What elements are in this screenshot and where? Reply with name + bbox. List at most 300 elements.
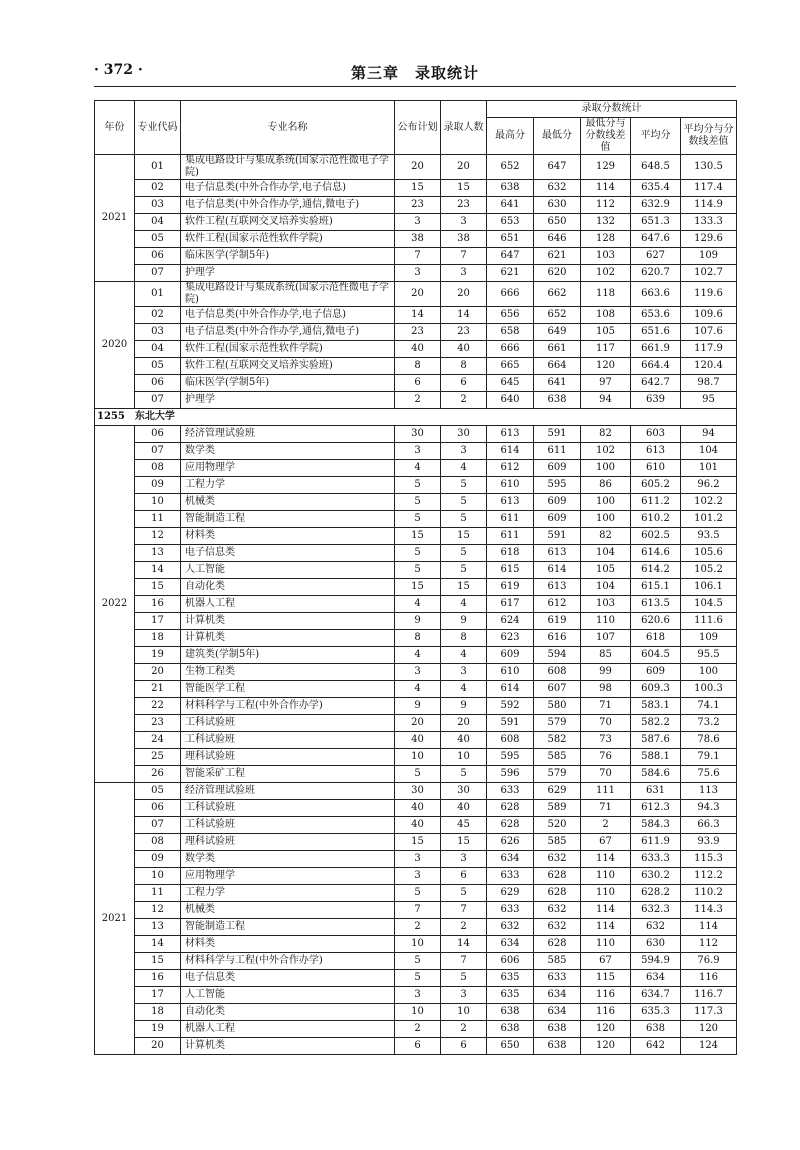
col-header-code: 专业代码 <box>135 101 181 155</box>
cell-name: 建筑类(学制5年) <box>181 647 395 664</box>
cell-min-diff: 102 <box>581 443 631 460</box>
cell-admitted: 40 <box>441 732 487 749</box>
cell-code: 06 <box>135 426 181 443</box>
cell-name: 护理学 <box>181 265 395 282</box>
cell-plan: 23 <box>395 324 441 341</box>
table-row <box>95 613 737 630</box>
cell-plan: 5 <box>395 494 441 511</box>
cell-max: 609 <box>487 647 534 664</box>
cell-min-diff: 105 <box>581 324 631 341</box>
cell-name: 数学类 <box>181 443 395 460</box>
cell-name: 数学类 <box>181 851 395 868</box>
cell-plan: 20 <box>395 282 441 307</box>
cell-code: 08 <box>135 834 181 851</box>
cell-avg: 635.4 <box>631 180 681 197</box>
cell-name: 生物工程类 <box>181 664 395 681</box>
cell-avg: 620.6 <box>631 613 681 630</box>
cell-max: 624 <box>487 613 534 630</box>
table-row <box>95 834 737 851</box>
cell-min-diff: 110 <box>581 885 631 902</box>
table-row <box>95 214 737 231</box>
cell-plan: 40 <box>395 817 441 834</box>
cell-max: 634 <box>487 851 534 868</box>
cell-min: 595 <box>534 477 581 494</box>
cell-max: 592 <box>487 698 534 715</box>
cell-max: 612 <box>487 460 534 477</box>
cell-name: 工程力学 <box>181 477 395 494</box>
cell-avg: 630.2 <box>631 868 681 885</box>
cell-name: 经济管理试验班 <box>181 426 395 443</box>
cell-plan: 5 <box>395 545 441 562</box>
cell-min-diff: 70 <box>581 766 631 783</box>
col-header-avg-diff: 平均分与分数线差值 <box>681 118 737 155</box>
table-row <box>95 987 737 1004</box>
table-row <box>95 511 737 528</box>
cell-name: 材料科学与工程(中外合作办学) <box>181 698 395 715</box>
cell-avg-diff: 109 <box>681 630 737 647</box>
cell-avg-diff: 104 <box>681 443 737 460</box>
table-row <box>95 324 737 341</box>
cell-min-diff: 114 <box>581 919 631 936</box>
table-row <box>95 231 737 248</box>
cell-code: 23 <box>135 715 181 732</box>
cell-plan: 7 <box>395 902 441 919</box>
cell-code: 04 <box>135 214 181 231</box>
cell-admitted: 8 <box>441 358 487 375</box>
table-row <box>95 265 737 282</box>
cell-max: 626 <box>487 834 534 851</box>
cell-max: 647 <box>487 248 534 265</box>
cell-max: 645 <box>487 375 534 392</box>
cell-max: 610 <box>487 477 534 494</box>
cell-max: 640 <box>487 392 534 409</box>
cell-code: 20 <box>135 1038 181 1055</box>
table-row <box>95 477 737 494</box>
col-header-min-diff: 最低分与分数线差值 <box>581 118 631 155</box>
cell-admitted: 5 <box>441 562 487 579</box>
cell-name: 电子信息类 <box>181 970 395 987</box>
table-row <box>95 800 737 817</box>
cell-max: 611 <box>487 528 534 545</box>
cell-avg: 609 <box>631 664 681 681</box>
cell-max: 611 <box>487 511 534 528</box>
cell-avg: 610.2 <box>631 511 681 528</box>
col-header-min: 最低分 <box>534 118 581 155</box>
cell-admitted: 15 <box>441 579 487 596</box>
cell-name: 应用物理学 <box>181 460 395 477</box>
cell-plan: 9 <box>395 613 441 630</box>
cell-code: 07 <box>135 443 181 460</box>
cell-code: 24 <box>135 732 181 749</box>
cell-max: 638 <box>487 1004 534 1021</box>
cell-name: 软件工程(互联网交叉培养实验班) <box>181 358 395 375</box>
table-row <box>95 1004 737 1021</box>
cell-min: 591 <box>534 426 581 443</box>
cell-min: 630 <box>534 197 581 214</box>
cell-min-diff: 71 <box>581 698 631 715</box>
cell-min-diff: 94 <box>581 392 631 409</box>
university-name: 1255 东北大学 <box>95 409 737 426</box>
cell-name: 人工智能 <box>181 562 395 579</box>
cell-avg: 663.6 <box>631 282 681 307</box>
table-row <box>95 817 737 834</box>
cell-plan: 15 <box>395 528 441 545</box>
cell-avg-diff: 129.6 <box>681 231 737 248</box>
cell-code: 14 <box>135 562 181 579</box>
cell-name: 工科试验班 <box>181 732 395 749</box>
cell-min: 632 <box>534 902 581 919</box>
cell-avg-diff: 114.3 <box>681 902 737 919</box>
cell-min: 585 <box>534 953 581 970</box>
cell-name: 理科试验班 <box>181 749 395 766</box>
cell-avg: 604.5 <box>631 647 681 664</box>
cell-admitted: 5 <box>441 494 487 511</box>
cell-name: 软件工程(国家示范性软件学院) <box>181 231 395 248</box>
cell-min: 628 <box>534 868 581 885</box>
cell-name: 应用物理学 <box>181 868 395 885</box>
cell-plan: 5 <box>395 953 441 970</box>
table-row <box>95 919 737 936</box>
cell-admitted: 7 <box>441 953 487 970</box>
cell-min: 579 <box>534 715 581 732</box>
cell-admitted: 45 <box>441 817 487 834</box>
cell-min: 632 <box>534 919 581 936</box>
cell-avg: 634 <box>631 970 681 987</box>
cell-max: 633 <box>487 783 534 800</box>
cell-avg: 611.2 <box>631 494 681 511</box>
cell-name: 机械类 <box>181 494 395 511</box>
cell-min: 662 <box>534 282 581 307</box>
cell-max: 614 <box>487 681 534 698</box>
cell-plan: 5 <box>395 766 441 783</box>
cell-min-diff: 70 <box>581 715 631 732</box>
cell-avg-diff: 117.3 <box>681 1004 737 1021</box>
col-header-max: 最高分 <box>487 118 534 155</box>
cell-admitted: 4 <box>441 647 487 664</box>
cell-code: 19 <box>135 647 181 664</box>
col-header-admitted: 录取人数 <box>441 101 487 155</box>
cell-avg-diff: 100 <box>681 664 737 681</box>
cell-admitted: 15 <box>441 180 487 197</box>
cell-avg: 603 <box>631 426 681 443</box>
cell-min-diff: 104 <box>581 545 631 562</box>
cell-code: 22 <box>135 698 181 715</box>
cell-avg: 613 <box>631 443 681 460</box>
cell-avg: 587.6 <box>631 732 681 749</box>
table-row <box>95 749 737 766</box>
cell-max: 635 <box>487 970 534 987</box>
cell-plan: 5 <box>395 970 441 987</box>
cell-code: 07 <box>135 265 181 282</box>
cell-min: 634 <box>534 1004 581 1021</box>
table-row <box>95 443 737 460</box>
cell-admitted: 7 <box>441 248 487 265</box>
table-row <box>95 460 737 477</box>
cell-code: 02 <box>135 180 181 197</box>
cell-plan: 3 <box>395 443 441 460</box>
cell-min: 632 <box>534 851 581 868</box>
cell-avg-diff: 101.2 <box>681 511 737 528</box>
cell-admitted: 14 <box>441 307 487 324</box>
cell-avg: 632 <box>631 919 681 936</box>
table-row <box>95 545 737 562</box>
cell-name: 计算机类 <box>181 1038 395 1055</box>
cell-avg: 609.3 <box>631 681 681 698</box>
cell-max: 595 <box>487 749 534 766</box>
cell-avg-diff: 117.4 <box>681 180 737 197</box>
cell-min-diff: 118 <box>581 282 631 307</box>
cell-plan: 15 <box>395 579 441 596</box>
cell-min: 585 <box>534 749 581 766</box>
cell-min-diff: 76 <box>581 749 631 766</box>
cell-max: 653 <box>487 214 534 231</box>
cell-max: 629 <box>487 885 534 902</box>
cell-avg-diff: 96.2 <box>681 477 737 494</box>
cell-plan: 5 <box>395 511 441 528</box>
cell-min: 634 <box>534 987 581 1004</box>
cell-max: 638 <box>487 180 534 197</box>
cell-code: 15 <box>135 579 181 596</box>
cell-min-diff: 117 <box>581 341 631 358</box>
cell-plan: 14 <box>395 307 441 324</box>
cell-name: 电子信息类 <box>181 545 395 562</box>
cell-name: 计算机类 <box>181 613 395 630</box>
cell-min-diff: 71 <box>581 800 631 817</box>
cell-code: 17 <box>135 613 181 630</box>
cell-plan: 6 <box>395 1038 441 1055</box>
table-row <box>95 885 737 902</box>
cell-code: 16 <box>135 596 181 613</box>
cell-code: 21 <box>135 681 181 698</box>
cell-code: 18 <box>135 1004 181 1021</box>
cell-admitted: 9 <box>441 698 487 715</box>
col-header-plan: 公布计划 <box>395 101 441 155</box>
cell-code: 01 <box>135 155 181 180</box>
cell-plan: 4 <box>395 460 441 477</box>
table-row <box>95 953 737 970</box>
cell-min-diff: 107 <box>581 630 631 647</box>
cell-plan: 3 <box>395 664 441 681</box>
cell-plan: 30 <box>395 426 441 443</box>
cell-admitted: 40 <box>441 800 487 817</box>
cell-avg: 627 <box>631 248 681 265</box>
cell-min: 613 <box>534 545 581 562</box>
cell-min: 638 <box>534 392 581 409</box>
cell-code: 18 <box>135 630 181 647</box>
university-row-group <box>95 409 737 426</box>
cell-min-diff: 129 <box>581 155 631 180</box>
cell-name: 智能制造工程 <box>181 511 395 528</box>
cell-avg-diff: 116 <box>681 970 737 987</box>
cell-min-diff: 114 <box>581 902 631 919</box>
cell-min-diff: 114 <box>581 851 631 868</box>
cell-plan: 9 <box>395 698 441 715</box>
cell-max: 628 <box>487 817 534 834</box>
cell-max: 606 <box>487 953 534 970</box>
table-row <box>95 392 737 409</box>
cell-avg: 642.7 <box>631 375 681 392</box>
cell-plan: 15 <box>395 834 441 851</box>
cell-avg-diff: 113 <box>681 783 737 800</box>
cell-plan: 3 <box>395 265 441 282</box>
cell-admitted: 14 <box>441 936 487 953</box>
cell-min: 664 <box>534 358 581 375</box>
cell-max: 658 <box>487 324 534 341</box>
table-row <box>95 596 737 613</box>
table-row <box>95 783 737 800</box>
cell-code: 04 <box>135 341 181 358</box>
cell-max: 666 <box>487 282 534 307</box>
cell-plan: 40 <box>395 341 441 358</box>
cell-admitted: 20 <box>441 155 487 180</box>
cell-avg: 614.2 <box>631 562 681 579</box>
table-row <box>95 766 737 783</box>
cell-min: 638 <box>534 1021 581 1038</box>
cell-min: 619 <box>534 613 581 630</box>
cell-max: 641 <box>487 197 534 214</box>
cell-name: 智能采矿工程 <box>181 766 395 783</box>
cell-avg-diff: 116.7 <box>681 987 737 1004</box>
header-rule <box>94 86 736 87</box>
cell-avg-diff: 102.7 <box>681 265 737 282</box>
cell-admitted: 3 <box>441 443 487 460</box>
cell-code: 05 <box>135 231 181 248</box>
cell-name: 电子信息类(中外合作办学,通信,微电子) <box>181 197 395 214</box>
table-row <box>95 155 737 180</box>
cell-admitted: 15 <box>441 834 487 851</box>
table-row <box>95 197 737 214</box>
cell-min: 638 <box>534 1038 581 1055</box>
cell-min-diff: 100 <box>581 460 631 477</box>
cell-avg: 648.5 <box>631 155 681 180</box>
cell-max: 619 <box>487 579 534 596</box>
cell-avg: 651.6 <box>631 324 681 341</box>
cell-max: 621 <box>487 265 534 282</box>
table-body-northeastern-university <box>95 426 737 1055</box>
cell-plan: 5 <box>395 562 441 579</box>
cell-avg: 618 <box>631 630 681 647</box>
cell-avg-diff: 117.9 <box>681 341 737 358</box>
cell-plan: 10 <box>395 1004 441 1021</box>
table-row <box>95 698 737 715</box>
cell-plan: 2 <box>395 392 441 409</box>
cell-admitted: 5 <box>441 885 487 902</box>
table-row <box>95 1021 737 1038</box>
cell-avg-diff: 95.5 <box>681 647 737 664</box>
cell-code: 07 <box>135 392 181 409</box>
cell-name: 工程力学 <box>181 885 395 902</box>
cell-code: 01 <box>135 282 181 307</box>
cell-max: 634 <box>487 936 534 953</box>
cell-admitted: 2 <box>441 1021 487 1038</box>
cell-name: 护理学 <box>181 392 395 409</box>
cell-min-diff: 97 <box>581 375 631 392</box>
cell-admitted: 5 <box>441 511 487 528</box>
table-row <box>95 715 737 732</box>
cell-admitted: 30 <box>441 783 487 800</box>
cell-admitted: 40 <box>441 341 487 358</box>
cell-code: 19 <box>135 1021 181 1038</box>
cell-max: 633 <box>487 868 534 885</box>
cell-avg: 635.3 <box>631 1004 681 1021</box>
cell-avg-diff: 114.9 <box>681 197 737 214</box>
cell-avg: 628.2 <box>631 885 681 902</box>
cell-max: 665 <box>487 358 534 375</box>
cell-avg: 664.4 <box>631 358 681 375</box>
cell-avg: 612.3 <box>631 800 681 817</box>
cell-plan: 4 <box>395 681 441 698</box>
cell-plan: 40 <box>395 732 441 749</box>
cell-admitted: 3 <box>441 851 487 868</box>
cell-avg: 614.6 <box>631 545 681 562</box>
cell-plan: 2 <box>395 1021 441 1038</box>
cell-code: 03 <box>135 324 181 341</box>
cell-min: 609 <box>534 494 581 511</box>
cell-avg: 651.3 <box>631 214 681 231</box>
cell-min-diff: 110 <box>581 936 631 953</box>
cell-avg: 653.6 <box>631 307 681 324</box>
cell-name: 电子信息类(中外合作办学,电子信息) <box>181 307 395 324</box>
cell-min: 633 <box>534 970 581 987</box>
table-row <box>95 970 737 987</box>
cell-name: 临床医学(学制5年) <box>181 375 395 392</box>
cell-avg-diff: 66.3 <box>681 817 737 834</box>
table-row <box>95 307 737 324</box>
cell-avg-diff: 112 <box>681 936 737 953</box>
cell-min: 628 <box>534 885 581 902</box>
table-row <box>95 664 737 681</box>
cell-plan: 38 <box>395 231 441 248</box>
cell-name: 电子信息类(中外合作办学,电子信息) <box>181 180 395 197</box>
cell-avg: 605.2 <box>631 477 681 494</box>
cell-min-diff: 115 <box>581 970 631 987</box>
cell-min-diff: 2 <box>581 817 631 834</box>
cell-avg: 583.1 <box>631 698 681 715</box>
cell-admitted: 3 <box>441 265 487 282</box>
cell-plan: 4 <box>395 647 441 664</box>
cell-min-diff: 120 <box>581 1038 631 1055</box>
cell-min: 614 <box>534 562 581 579</box>
cell-min-diff: 67 <box>581 834 631 851</box>
cell-admitted: 8 <box>441 630 487 647</box>
cell-avg: 661.9 <box>631 341 681 358</box>
cell-name: 自动化类 <box>181 579 395 596</box>
cell-avg-diff: 93.9 <box>681 834 737 851</box>
cell-code: 06 <box>135 800 181 817</box>
cell-name: 软件工程(国家示范性软件学院) <box>181 341 395 358</box>
cell-admitted: 10 <box>441 749 487 766</box>
cell-admitted: 3 <box>441 664 487 681</box>
cell-plan: 15 <box>395 180 441 197</box>
cell-name: 自动化类 <box>181 1004 395 1021</box>
cell-name: 临床医学(学制5年) <box>181 248 395 265</box>
cell-plan: 30 <box>395 783 441 800</box>
cell-avg: 610 <box>631 460 681 477</box>
cell-min-diff: 128 <box>581 231 631 248</box>
cell-code: 20 <box>135 664 181 681</box>
cell-max: 632 <box>487 919 534 936</box>
cell-min-diff: 132 <box>581 214 631 231</box>
cell-min: 607 <box>534 681 581 698</box>
cell-max: 618 <box>487 545 534 562</box>
col-header-name: 专业名称 <box>181 101 395 155</box>
cell-avg-diff: 93.5 <box>681 528 737 545</box>
cell-avg-diff: 73.2 <box>681 715 737 732</box>
cell-max: 623 <box>487 630 534 647</box>
cell-plan: 3 <box>395 214 441 231</box>
cell-avg: 613.5 <box>631 596 681 613</box>
cell-avg-diff: 114 <box>681 919 737 936</box>
